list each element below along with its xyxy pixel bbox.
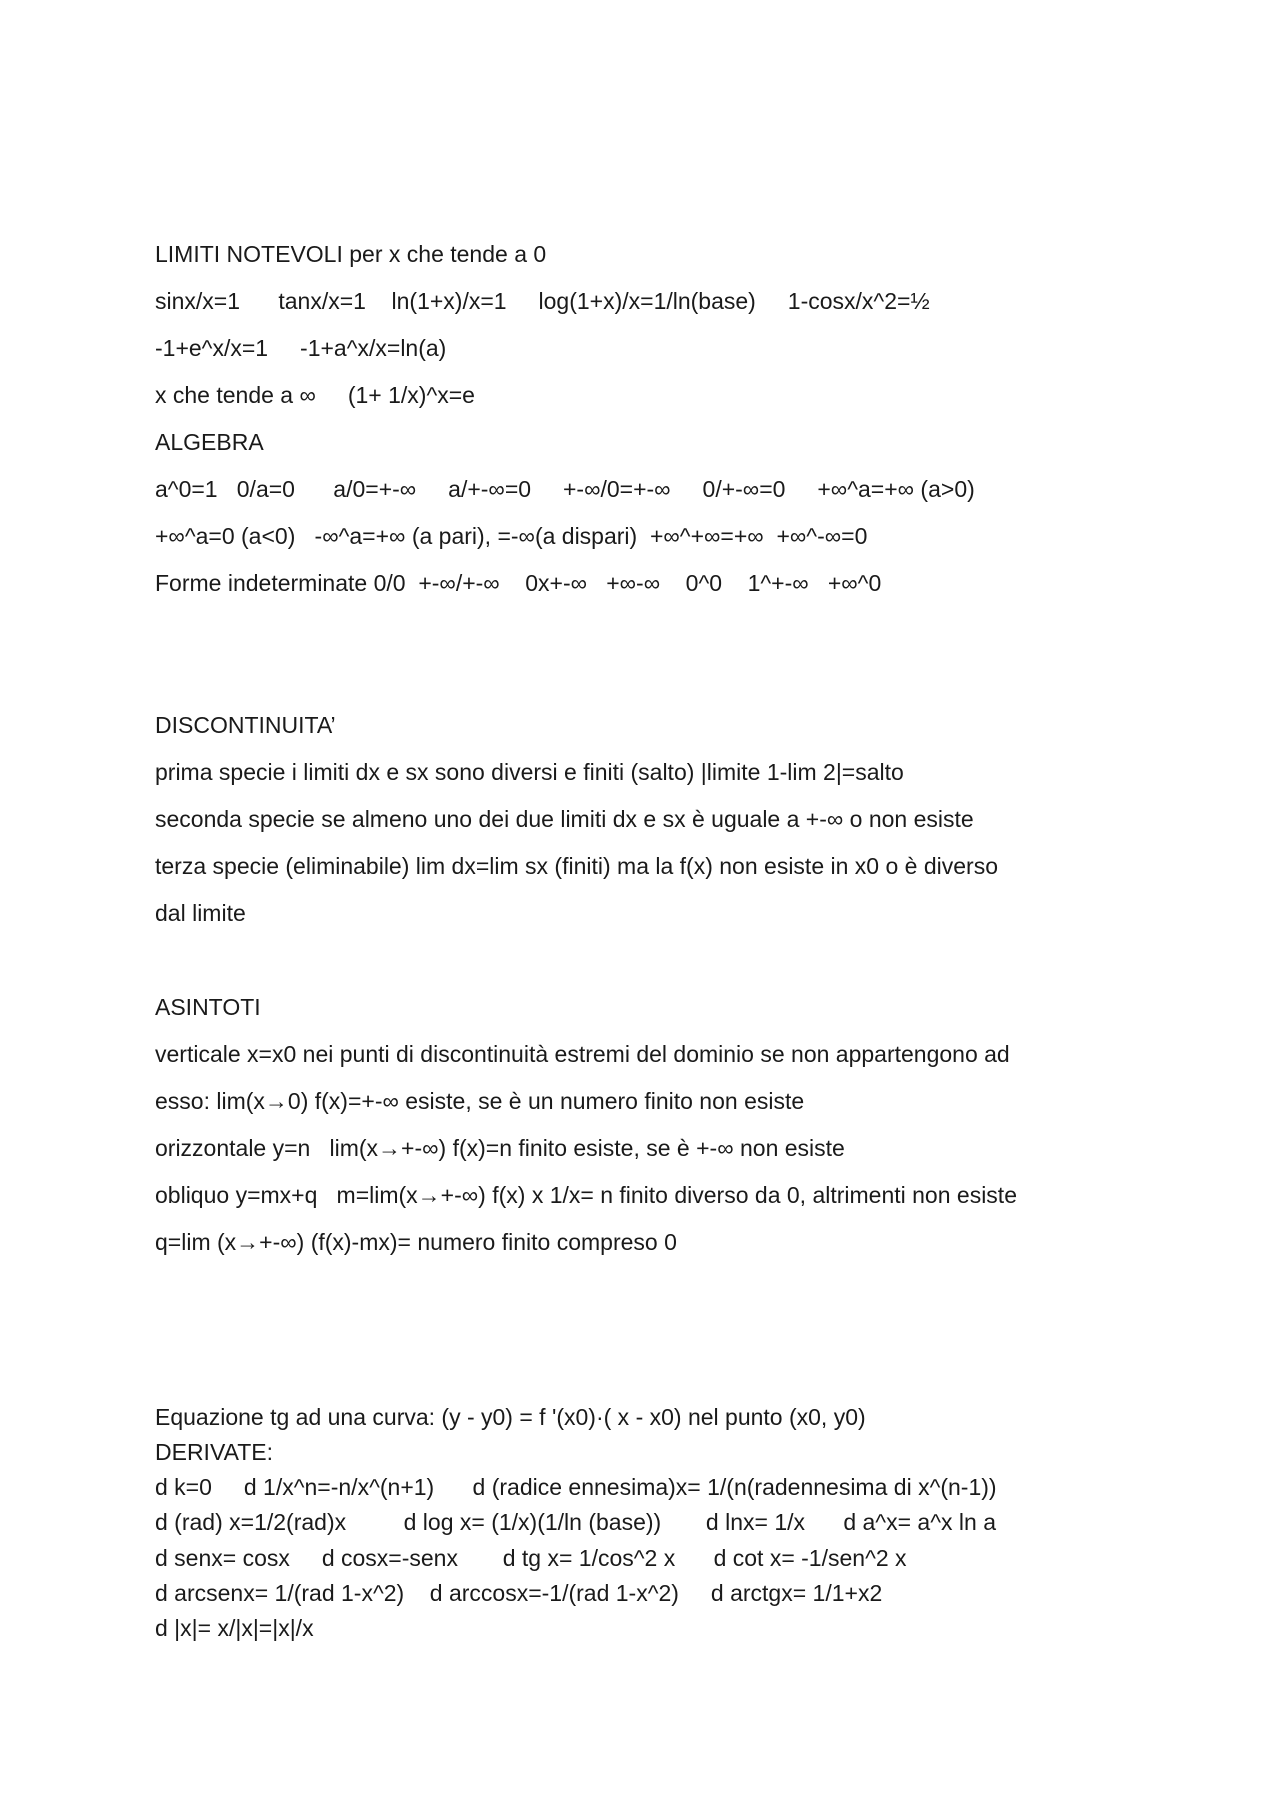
asintoti-line-1: verticale x=x0 nei punti di discontinuità estremi del dominio se non appartengono ad: [155, 1041, 1010, 1067]
derivate-line-4: d arcsenx= 1/(rad 1-x^2) d arccosx=-1/(rad 1-x^2) d arctgx= 1/1+x2: [155, 1580, 883, 1606]
algebra-line-2: +∞^a=0 (a<0) -∞^a=+∞ (a pari), =-∞(a dispari) +∞^+∞=+∞ +∞^-∞=0: [155, 523, 868, 549]
discontinuita-line-2: seconda specie se almeno uno dei due limiti dx e sx è uguale a +-∞ o non esiste: [155, 806, 974, 832]
algebra-line-1: a^0=1 0/a=0 a/0=+-∞ a/+-∞=0 +-∞/0=+-∞ 0/+-∞=0 +∞^a=+∞ (a>0): [155, 476, 975, 502]
derivate-line-1: d k=0 d 1/x^n=-n/x^(n+1) d (radice ennesima)x= 1/(n(radennesima di x^(n-1)): [155, 1474, 997, 1500]
derivate-line-2: d (rad) x=1/2(rad)x d log x= (1/x)(1/ln (base)) d lnx= 1/x d a^x= a^x ln a: [155, 1509, 996, 1535]
limiti-title: LIMITI NOTEVOLI per x che tende a 0: [155, 241, 547, 267]
discontinuita-line-3: terza specie (eliminabile) lim dx=lim sx (finiti) ma la f(x) non esiste in x0 o è diverso: [155, 853, 998, 879]
asintoti-line-3: orizzontale y=n lim(x→+-∞) f(x)=n finito esiste, se è +-∞ non esiste: [155, 1135, 845, 1161]
tangent-equation: Equazione tg ad una curva: (y - y0) = f '(x0)·( x - x0) nel punto (x0, y0): [155, 1404, 866, 1430]
asintoti-line-2: esso: lim(x→0) f(x)=+-∞ esiste, se è un numero finito non esiste: [155, 1088, 805, 1114]
discontinuita-title: DISCONTINUITA’: [155, 712, 336, 738]
algebra-title: ALGEBRA: [155, 429, 264, 455]
asintoti-line-5: q=lim (x→+-∞) (f(x)-mx)= numero finito compreso 0: [155, 1229, 677, 1255]
derivate-line-3: d senx= cosx d cosx=-senx d tg x= 1/cos^2 x d cot x= -1/sen^2 x: [155, 1545, 907, 1571]
limiti-line-3: x che tende a ∞ (1+ 1/x)^x=e: [155, 382, 475, 408]
discontinuita-line-4: dal limite: [155, 900, 246, 926]
limiti-line-2: -1+e^x/x=1 -1+a^x/x=ln(a): [155, 335, 447, 361]
algebra-line-3: Forme indeterminate 0/0 +-∞/+-∞ 0x+-∞ +∞-∞ 0^0 1^+-∞ +∞^0: [155, 570, 882, 596]
derivate-line-5: d |x|= x/|x|=|x|/x: [155, 1615, 314, 1641]
discontinuita-line-1: prima specie i limiti dx e sx sono diversi e finiti (salto) |limite 1-lim 2|=salto: [155, 759, 904, 785]
derivate-title: DERIVATE:: [155, 1439, 273, 1465]
limiti-line-1: sinx/x=1 tanx/x=1 ln(1+x)/x=1 log(1+x)/x=1/ln(base) 1-cosx/x^2=½: [155, 288, 930, 314]
asintoti-title: ASINTOTI: [155, 994, 261, 1020]
asintoti-line-4: obliquo y=mx+q m=lim(x→+-∞) f(x) x 1/x= n finito diverso da 0, altrimenti non esiste: [155, 1182, 1017, 1208]
